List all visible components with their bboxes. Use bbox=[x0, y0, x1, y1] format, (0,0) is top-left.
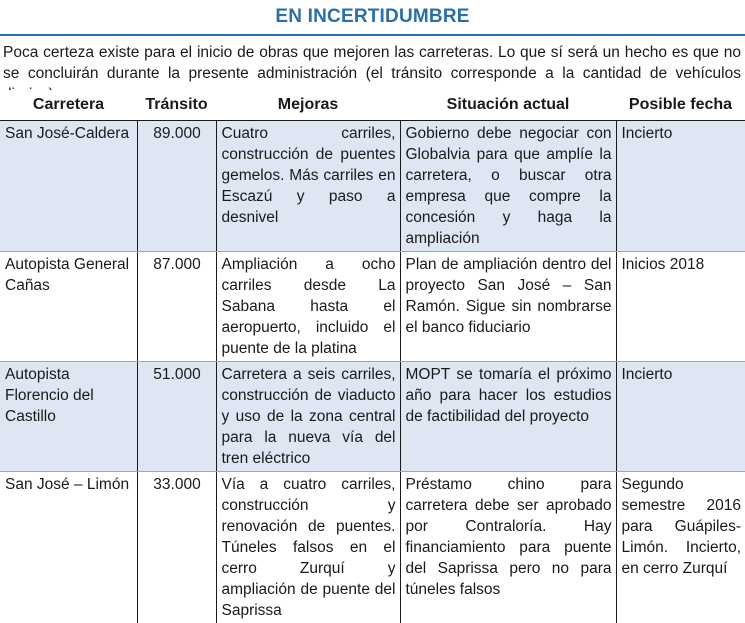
column-header-fecha: Posible fecha bbox=[616, 90, 745, 121]
cell-fecha: Segundo semestre 2016 para Guápiles-Limón. Incierto, en cerro Zurquí bbox=[616, 472, 745, 623]
column-header-mejoras: Mejoras bbox=[216, 90, 400, 121]
cell-mejoras: Cuatro carriles, construcción de puentes gemelos. Más carriles en Escazú y paso a desnivel bbox=[216, 121, 400, 252]
cell-situacion: MOPT se tomaría el próximo año para hacer los estudios de factibilidad del proyecto bbox=[400, 362, 616, 472]
page-title: EN INCERTIDUMBRE bbox=[0, 6, 745, 28]
cell-transito: 87.000 bbox=[137, 252, 216, 362]
cell-fecha: Inicios 2018 bbox=[616, 252, 745, 362]
cell-transito: 33.000 bbox=[137, 472, 216, 623]
table-header-row bbox=[0, 90, 745, 121]
cell-situacion: Gobierno debe negociar con Globalvia para que amplíe la carretera, o buscar otra empresa que compre la concesión y haga la ampliación bbox=[400, 121, 616, 252]
table-row bbox=[0, 472, 745, 623]
cell-transito: 89.000 bbox=[137, 121, 216, 252]
table-row bbox=[0, 362, 745, 472]
table-row bbox=[0, 252, 745, 362]
title-bar bbox=[0, 0, 745, 34]
intro-text: Poca certeza existe para el inicio de obras que mejoren las carreteras. Lo que sí será un hecho es que no se concluirán durante la presente administración (el tránsito corresponde a la cantidad de vehículos bbox=[3, 42, 741, 105]
cell-situacion: Préstamo chino para carretera debe ser aprobado por Contraloría. Hay financiamiento para puente del Saprissa pero no para túneles falsos bbox=[400, 472, 616, 623]
cell-carretera: Autopista Florencio del Castillo bbox=[0, 362, 137, 472]
cell-transito: 51.000 bbox=[137, 362, 216, 472]
cell-carretera: San José-Caldera bbox=[0, 121, 137, 252]
column-header-transito: Tránsito bbox=[137, 90, 216, 121]
table-row bbox=[0, 121, 745, 252]
column-header-carretera: Carretera bbox=[0, 90, 137, 121]
column-header-situacion: Situación actual bbox=[400, 90, 616, 121]
title-divider bbox=[0, 34, 745, 36]
cell-fecha: Incierto bbox=[616, 121, 745, 252]
cell-situacion: Plan de ampliación dentro del proyecto San José – San Ramón. Sigue sin nombrarse el banco fiduciario bbox=[400, 252, 616, 362]
cell-mejoras: Ampliación a ocho carriles desde La Sabana hasta el aeropuerto, incluido el puente de la platina bbox=[216, 252, 400, 362]
roads-table bbox=[0, 90, 745, 623]
cell-mejoras: Carretera a seis carriles, construcción de viaducto y uso de la zona central para la nueva vía del tren eléctrico bbox=[216, 362, 400, 472]
cell-carretera: Autopista General Cañas bbox=[0, 252, 137, 362]
cell-mejoras: Vía a cuatro carriles, construcción y renovación de puentes. Túneles falsos en el cerro Zurquí y ampliación de puente del Saprissa bbox=[216, 472, 400, 623]
cell-carretera: San José – Limón bbox=[0, 472, 137, 623]
cell-fecha: Incierto bbox=[616, 362, 745, 472]
